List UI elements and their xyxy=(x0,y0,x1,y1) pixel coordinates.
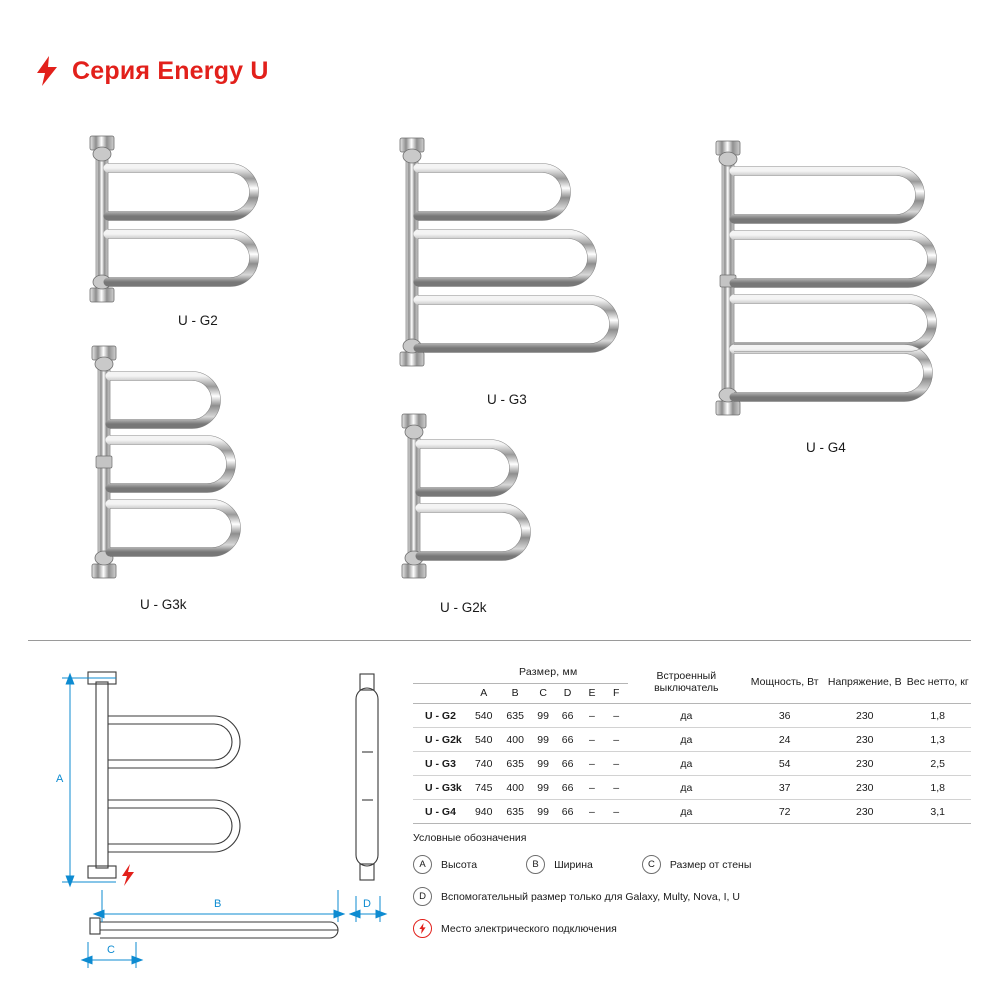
cell-d: 66 xyxy=(555,704,579,728)
legend-text-height: Высота xyxy=(441,858,478,871)
legend-row-1 xyxy=(413,855,973,874)
table-row xyxy=(413,800,971,824)
sub-header-c: C xyxy=(531,684,555,704)
dimension-label-d: D xyxy=(363,898,371,910)
table-row xyxy=(413,728,971,752)
legend-title: Условные обозначения xyxy=(413,832,527,844)
legend-text-wall-distance: Размер от стены xyxy=(669,858,752,871)
group-header-voltage: Напряжение, В xyxy=(825,662,904,704)
group-header-power: Мощность, Вт xyxy=(744,662,825,704)
table-group-header-row xyxy=(413,662,971,684)
cell-a: 745 xyxy=(468,776,499,800)
figure-caption-u-g2: U - G2 xyxy=(178,313,218,328)
cell-d: 66 xyxy=(555,752,579,776)
cell-a: 540 xyxy=(468,704,499,728)
cell-f: – xyxy=(604,752,628,776)
group-header-weight: Вес нетто, кг xyxy=(904,662,971,704)
cell-switch: да xyxy=(628,752,744,776)
cell-voltage: 230 xyxy=(825,752,904,776)
cell-a: 540 xyxy=(468,728,499,752)
cell-voltage: 230 xyxy=(825,728,904,752)
cell-c: 99 xyxy=(531,728,555,752)
table-row xyxy=(413,776,971,800)
cell-weight: 1,8 xyxy=(904,704,971,728)
legend-text-connection: Место электрического подключения xyxy=(441,922,617,935)
cell-d: 66 xyxy=(555,728,579,752)
figure-u-g4 xyxy=(708,135,958,425)
cell-c: 99 xyxy=(531,752,555,776)
legend-row-3 xyxy=(413,919,973,938)
cell-model: U - G2k xyxy=(413,728,468,752)
figure-caption-u-g3: U - G3 xyxy=(487,392,527,407)
cell-model: U - G3k xyxy=(413,776,468,800)
group-header-blank xyxy=(413,662,468,684)
legend-item-height xyxy=(413,855,477,874)
cell-weight: 3,1 xyxy=(904,800,971,824)
cell-voltage: 230 xyxy=(825,800,904,824)
cell-switch: да xyxy=(628,728,744,752)
cell-weight: 1,8 xyxy=(904,776,971,800)
cell-d: 66 xyxy=(555,800,579,824)
cell-f: – xyxy=(604,776,628,800)
cell-c: 99 xyxy=(531,800,555,824)
cell-voltage: 230 xyxy=(825,776,904,800)
table-row xyxy=(413,704,971,728)
cell-b: 635 xyxy=(499,800,530,824)
figure-caption-u-g2k: U - G2k xyxy=(440,600,487,615)
figure-u-g2 xyxy=(80,130,340,310)
section-divider xyxy=(28,640,971,641)
legend-item-wall-distance xyxy=(642,855,751,874)
cell-b: 635 xyxy=(499,704,530,728)
sub-header-d: D xyxy=(555,684,579,704)
sub-header-b: B xyxy=(499,684,530,704)
page-title: Серия Energy U xyxy=(72,56,269,85)
cell-weight: 2,5 xyxy=(904,752,971,776)
cell-a: 740 xyxy=(468,752,499,776)
badge-d-icon: D xyxy=(413,887,432,906)
cell-f: – xyxy=(604,800,628,824)
cell-power: 54 xyxy=(744,752,825,776)
figure-caption-u-g4: U - G4 xyxy=(806,440,846,455)
cell-e: – xyxy=(580,704,604,728)
figure-caption-u-g3k: U - G3k xyxy=(140,597,187,612)
cell-power: 24 xyxy=(744,728,825,752)
bolt-icon xyxy=(36,56,58,86)
cell-model: U - G2 xyxy=(413,704,468,728)
cell-power: 36 xyxy=(744,704,825,728)
legend-row-2 xyxy=(413,887,973,906)
cell-f: – xyxy=(604,704,628,728)
dimension-drawing xyxy=(18,660,398,980)
badge-c-icon: C xyxy=(642,855,661,874)
badge-b-icon: B xyxy=(526,855,545,874)
badge-bolt-icon xyxy=(413,919,432,938)
cell-e: – xyxy=(580,776,604,800)
figure-u-g3 xyxy=(390,132,655,377)
dimension-label-a: A xyxy=(56,773,64,785)
figure-u-g3k xyxy=(82,340,312,590)
table-row xyxy=(413,752,971,776)
page-header xyxy=(36,56,269,86)
cell-e: – xyxy=(580,728,604,752)
cell-b: 400 xyxy=(499,728,530,752)
cell-b: 400 xyxy=(499,776,530,800)
dimension-label-c: C xyxy=(107,944,115,956)
cell-voltage: 230 xyxy=(825,704,904,728)
cell-weight: 1,3 xyxy=(904,728,971,752)
sub-header-model xyxy=(413,684,468,704)
cell-power: 72 xyxy=(744,800,825,824)
cell-e: – xyxy=(580,800,604,824)
group-header-dimensions: Размер, мм xyxy=(468,662,628,684)
sub-header-e: E xyxy=(580,684,604,704)
legend xyxy=(413,832,973,951)
sub-header-a: A xyxy=(468,684,499,704)
legend-text-auxiliary: Вспомогательный размер только для Galaxy, Multy, Nova, I, U xyxy=(441,890,740,903)
sub-header-f: F xyxy=(604,684,628,704)
cell-e: – xyxy=(580,752,604,776)
legend-text-width: Ширина xyxy=(554,858,593,871)
cell-switch: да xyxy=(628,776,744,800)
cell-d: 66 xyxy=(555,776,579,800)
cell-model: U - G3 xyxy=(413,752,468,776)
legend-item-width xyxy=(526,855,593,874)
legend-item-auxiliary xyxy=(413,887,740,906)
legend-item-connection xyxy=(413,919,617,938)
badge-a-icon: A xyxy=(413,855,432,874)
figure-u-g2k xyxy=(392,408,572,588)
cell-model: U - G4 xyxy=(413,800,468,824)
specifications-table xyxy=(413,662,971,824)
cell-f: – xyxy=(604,728,628,752)
cell-switch: да xyxy=(628,704,744,728)
dimension-label-b: B xyxy=(214,898,222,910)
cell-c: 99 xyxy=(531,776,555,800)
cell-c: 99 xyxy=(531,704,555,728)
group-header-switch: Встроенный выключатель xyxy=(628,662,744,704)
cell-switch: да xyxy=(628,800,744,824)
cell-a: 940 xyxy=(468,800,499,824)
cell-b: 635 xyxy=(499,752,530,776)
cell-power: 37 xyxy=(744,776,825,800)
